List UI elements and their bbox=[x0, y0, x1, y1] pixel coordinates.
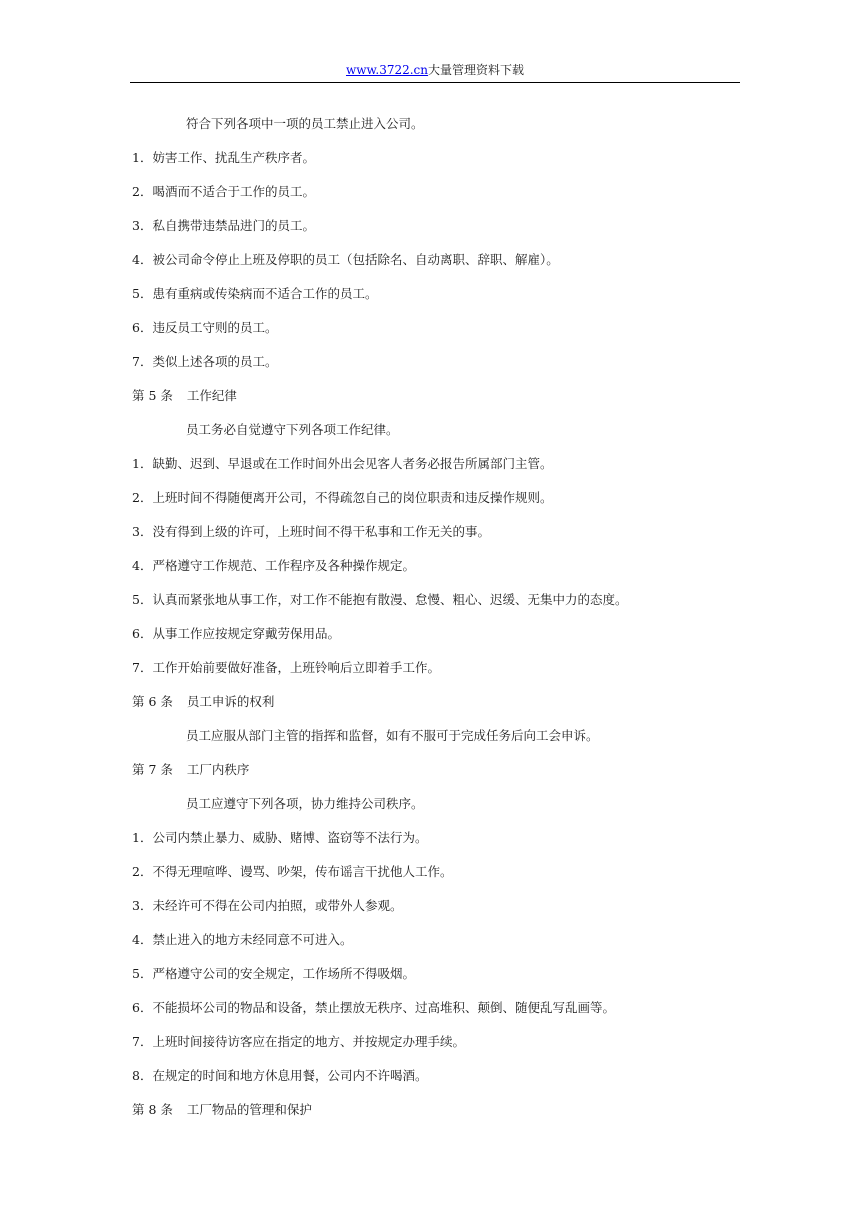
list-item: 1．公司内禁止暴力、威胁、赌博、盗窃等不法行为。 bbox=[132, 830, 428, 845]
article-number: 第 7 条 bbox=[132, 762, 173, 777]
paragraph-intro-entry-ban: 符合下列各项中一项的员工禁止进入公司。 bbox=[186, 116, 424, 131]
article-title: 员工申诉的权利 bbox=[186, 694, 275, 709]
list-item: 7．类似上述各项的员工。 bbox=[132, 354, 278, 369]
article-heading bbox=[132, 693, 274, 711]
list-item: 3．私自携带违禁品进门的员工。 bbox=[132, 218, 315, 233]
paragraph-intro: 员工应遵守下列各项，协力维持公司秩序。 bbox=[186, 796, 424, 811]
list-item: 4．禁止进入的地方未经同意不可进入。 bbox=[132, 932, 353, 947]
article-heading bbox=[132, 387, 237, 405]
list-item: 5．患有重病或传染病而不适合工作的员工。 bbox=[132, 286, 378, 301]
paragraph-intro: 员工务必自觉遵守下列各项工作纪律。 bbox=[186, 422, 399, 437]
article-number: 第 8 条 bbox=[132, 1102, 173, 1117]
list-item: 3．没有得到上级的许可，上班时间不得干私事和工作无关的事。 bbox=[132, 524, 490, 539]
list-item: 4．被公司命令停止上班及停职的员工（包括除名、自动离职、辞职、解雇）。 bbox=[132, 252, 559, 267]
list-item: 5．认真而紧张地从事工作，对工作不能抱有散漫、怠慢、粗心、迟缓、无集中力的态度。 bbox=[132, 592, 628, 607]
list-item: 6．不能损坏公司的物品和设备，禁止摆放无秩序、过高堆积、颠倒、随便乱写乱画等。 bbox=[132, 1000, 615, 1015]
article-number: 第 6 条 bbox=[132, 694, 173, 709]
list-item: 4．严格遵守工作规范、工作程序及各种操作规定。 bbox=[132, 558, 415, 573]
article-heading bbox=[132, 761, 249, 779]
article-heading bbox=[132, 1101, 312, 1119]
list-item: 2．喝酒而不适合于工作的员工。 bbox=[132, 184, 315, 199]
article-title: 工厂内秩序 bbox=[186, 762, 250, 777]
paragraph-intro: 员工应服从部门主管的指挥和监督，如有不服可于完成任务后向工会申诉。 bbox=[186, 728, 599, 743]
list-item: 7．工作开始前要做好准备，上班铃响后立即着手工作。 bbox=[132, 660, 440, 675]
list-item: 5．严格遵守公司的安全规定，工作场所不得吸烟。 bbox=[132, 966, 415, 981]
list-item: 6．违反员工守则的员工。 bbox=[132, 320, 278, 335]
article-title: 工作纪律 bbox=[186, 388, 237, 403]
list-item: 7．上班时间接待访客应在指定的地方、并按规定办理手续。 bbox=[132, 1034, 465, 1049]
list-item: 8．在规定的时间和地方休息用餐，公司内不许喝酒。 bbox=[132, 1068, 428, 1083]
list-item: 1．妨害工作、扰乱生产秩序者。 bbox=[132, 150, 315, 165]
page-header bbox=[130, 62, 740, 83]
list-item: 6．从事工作应按规定穿戴劳保用品。 bbox=[132, 626, 340, 641]
article-title: 工厂物品的管理和保护 bbox=[186, 1102, 312, 1117]
list-item: 2．不得无理喧哗、谩骂、吵架，传布谣言干扰他人工作。 bbox=[132, 864, 453, 879]
list-item: 1．缺勤、迟到、早退或在工作时间外出会见客人者务必报告所属部门主管。 bbox=[132, 456, 553, 471]
list-item: 3．未经许可不得在公司内拍照，或带外人参观。 bbox=[132, 898, 403, 913]
header-link[interactable]: www.3722.cn bbox=[345, 63, 428, 77]
article-number: 第 5 条 bbox=[132, 388, 173, 403]
list-item: 2．上班时间不得随便离开公司，不得疏忽自己的岗位职责和违反操作规则。 bbox=[132, 490, 553, 505]
header-title: 大量管理资料下载 bbox=[428, 63, 525, 77]
